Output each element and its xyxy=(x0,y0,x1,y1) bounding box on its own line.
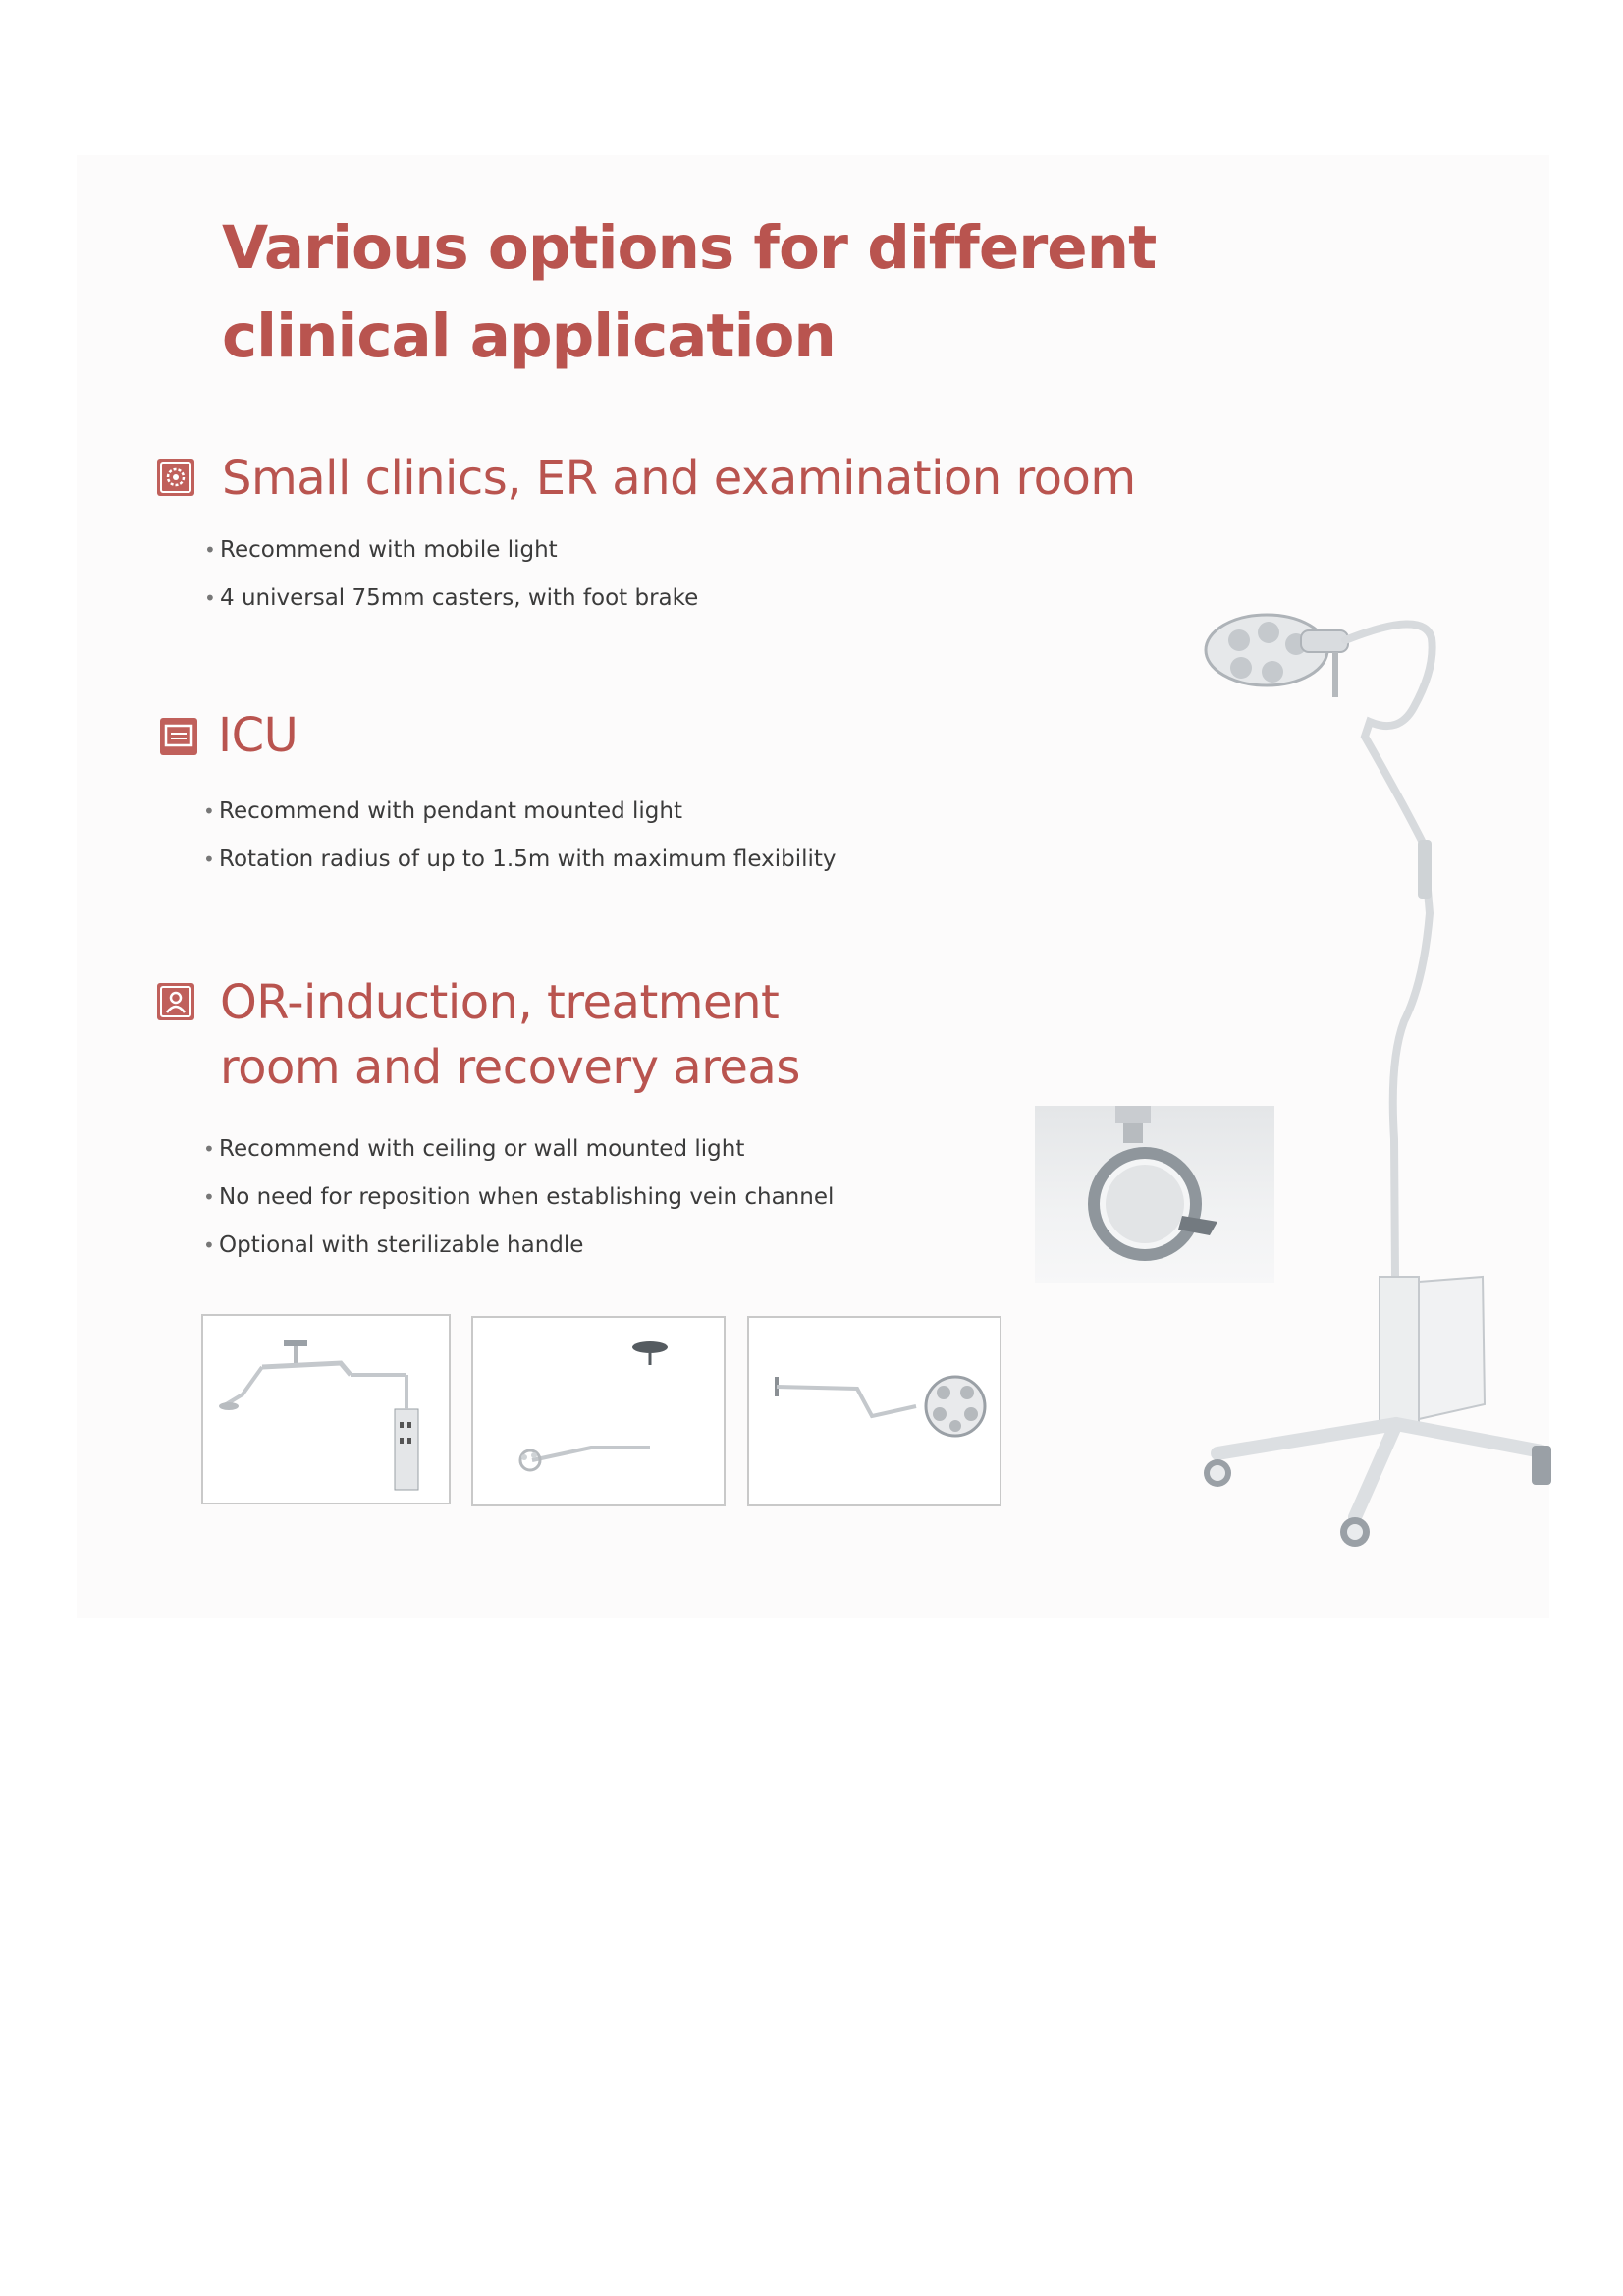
heading-line-1: OR-induction, treatment xyxy=(220,975,780,1030)
mobile-light-illustration xyxy=(1178,589,1571,1557)
section-bullets-or-induction xyxy=(201,1125,834,1270)
section-bullets-icu xyxy=(201,788,837,884)
bullet-item: • Recommend with pendant mounted light xyxy=(203,798,682,824)
bullet-item: • Recommend with mobile light xyxy=(204,537,558,563)
bullet-item: • Rotation radius of up to 1.5m with maximum flexibility xyxy=(203,847,837,872)
person-icon xyxy=(157,983,194,1020)
wall-mounted-light-thumbnail xyxy=(747,1316,1001,1506)
section-heading-or-induction xyxy=(220,970,800,1100)
monitor-icon xyxy=(160,718,197,755)
bullet-item: • 4 universal 75mm casters, with foot brake xyxy=(204,585,699,611)
page-title: Various options for different clinical application xyxy=(222,213,1157,371)
section-heading-small-clinics: Small clinics, ER and examination room xyxy=(222,451,1136,506)
heading-line-2: room and recovery areas xyxy=(220,1040,800,1095)
gear-icon xyxy=(157,459,194,496)
pendant-light-thumbnail xyxy=(471,1316,726,1506)
section-heading-icu: ICU xyxy=(218,708,298,763)
section-bullets-small-clinics xyxy=(202,526,698,623)
ceiling-light-thumbnail xyxy=(201,1314,451,1504)
bullet-item: • Recommend with ceiling or wall mounted light xyxy=(203,1136,745,1162)
bullet-item: • No need for reposition when establishing vein channel xyxy=(203,1184,835,1210)
bullet-item: • Optional with sterilizable handle xyxy=(203,1232,584,1258)
